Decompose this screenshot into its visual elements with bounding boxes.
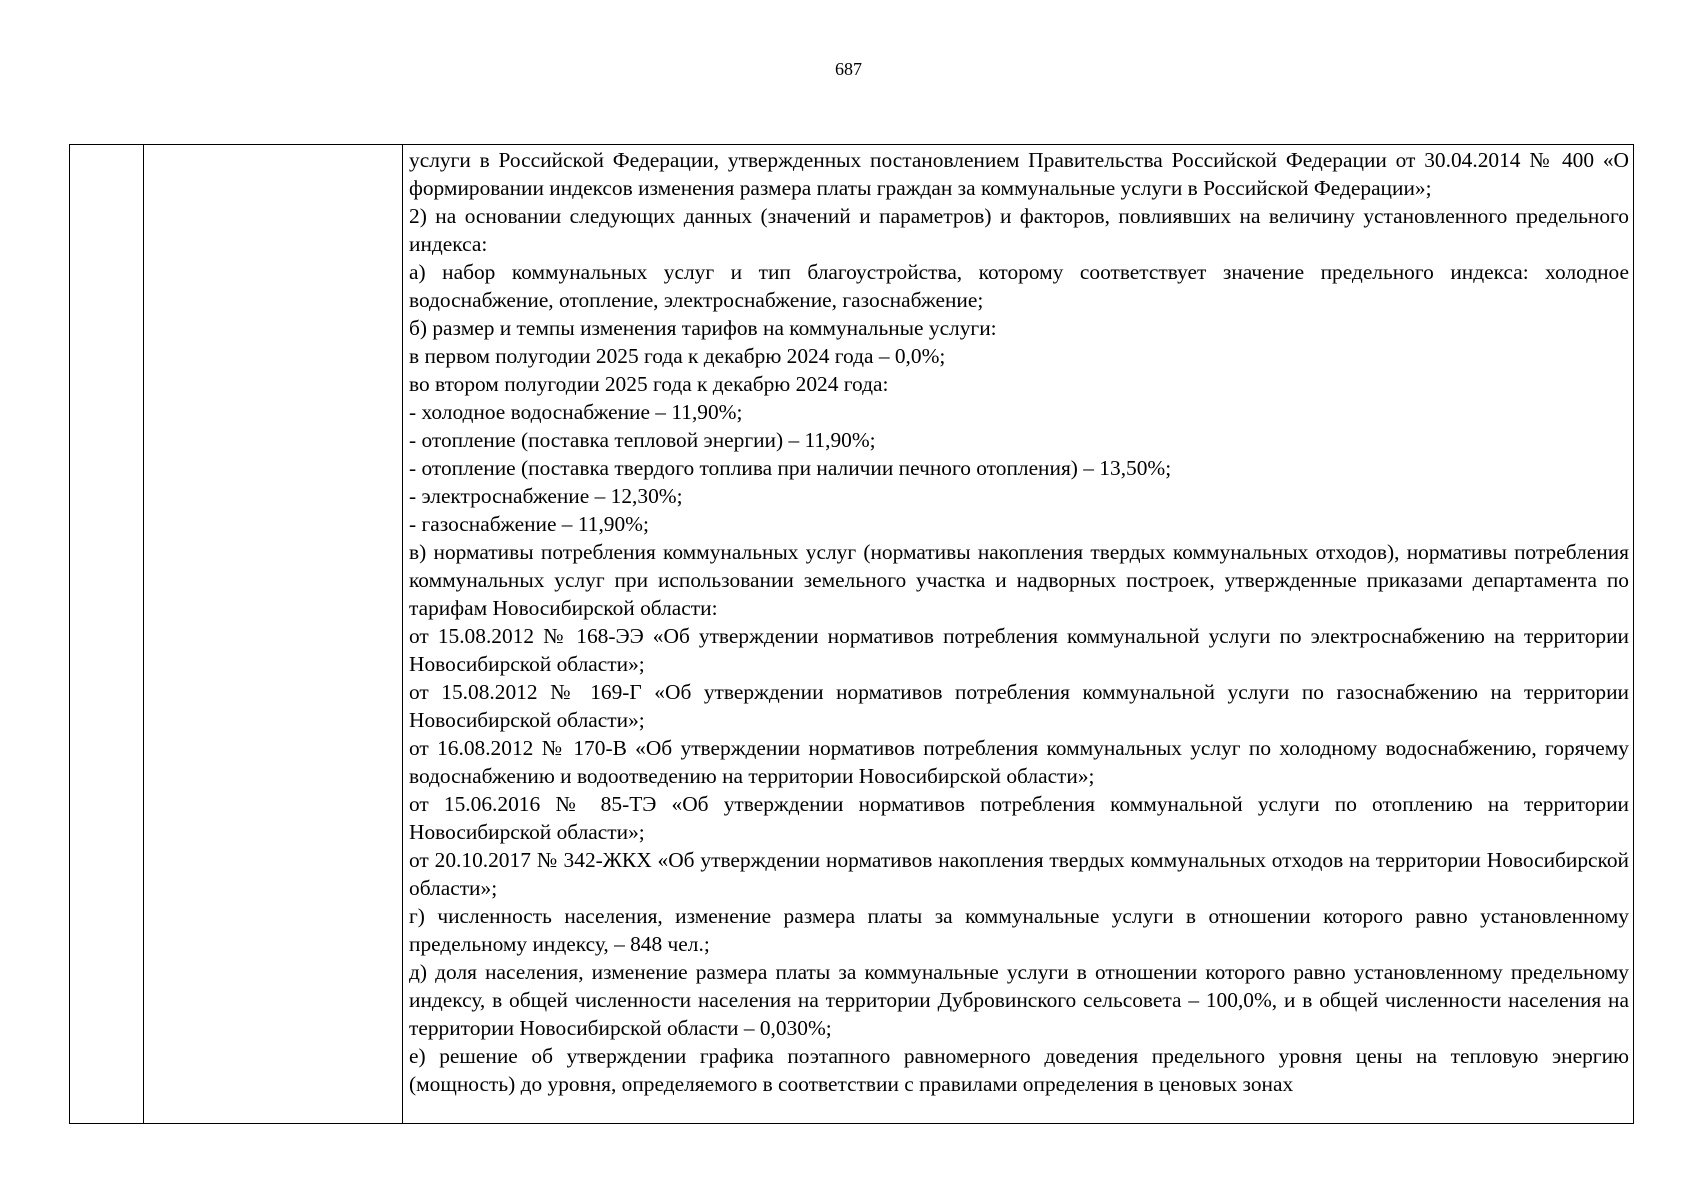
- paragraph: г) численность населения, изменение размера платы за коммунальные услуги в отношении которого равно установленному предельному индексу, – 848 чел.;: [409, 904, 1629, 956]
- paragraph: от 16.08.2012 № 170-В «Об утверждении нормативов потребления коммунальных услуг по холодному водоснабжению, горячему водоснабжению и водоотведению на территории Новосибирской области»;: [409, 736, 1629, 788]
- paragraph: б) размер и темпы изменения тарифов на коммунальные услуги:: [409, 316, 997, 340]
- paragraph: от 15.06.2016 № 85-ТЭ «Об утверждении нормативов потребления коммунальной услуги по отоплению на территории Новосибирской области»;: [409, 792, 1629, 844]
- list-item: - холодное водоснабжение – 11,90%;: [409, 400, 743, 424]
- paragraph: д) доля населения, изменение размера платы за коммунальные услуги в отношении которого равно установленному предельному индексу, в общей численности населения на территории Дубровинского сельсовета – 100,0%, и в общей численности населения на территории Новосибирской области – 0,030%;: [409, 960, 1629, 1040]
- list-item: - отопление (поставка тепловой энергии) – 11,90%;: [409, 428, 876, 452]
- paragraph: в первом полугодии 2025 года к декабрю 2024 года – 0,0%;: [409, 344, 946, 368]
- paragraph: в) нормативы потребления коммунальных услуг (нормативы накопления твердых коммунальных отходов), нормативы потребления коммунальных услуг при использовании земельного участка и надворных построек, утвержденные приказами департамента по тарифам Новосибирской области:: [409, 540, 1629, 620]
- table-cell-name: [144, 145, 403, 1123]
- list-item: - отопление (поставка твердого топлива при наличии печного отопления) – 13,50%;: [409, 456, 1172, 480]
- paragraph: а) набор коммунальных услуг и тип благоустройства, которому соответствует значение предельного индекса: холодное водоснабжение, отопление, электроснабжение, газоснабжение;: [409, 260, 1629, 312]
- document-table: [69, 144, 1634, 1124]
- page-number: 687: [835, 59, 862, 79]
- paragraph: е) решение об утверждении графика поэтапного равномерного доведения предельного уровня цены на тепловую энергию (мощность) до уровня, определяемого в соответствии с правилами определения в ценовых зонах: [409, 1044, 1629, 1096]
- table-cell-number: [70, 145, 144, 1123]
- paragraph: от 20.10.2017 № 342-ЖКХ «Об утверждении нормативов накопления твердых коммунальных отходов на территории Новосибирской области»;: [409, 848, 1629, 900]
- paragraph: услуги в Российской Федерации, утвержденных постановлением Правительства Российской Федерации от 30.04.2014 № 400 «О формировании индексов изменения размера платы граждан за коммунальные услуги в Российской Федерации»;: [409, 148, 1629, 200]
- paragraph: 2) на основании следующих данных (значений и параметров) и факторов, повлиявших на величину установленного предельного индекса:: [409, 204, 1629, 256]
- list-item: - электроснабжение – 12,30%;: [409, 484, 683, 508]
- list-item: - газоснабжение – 11,90%;: [409, 512, 649, 536]
- paragraph: от 15.08.2012 № 168-ЭЭ «Об утверждении нормативов потребления коммунальной услуги по электроснабжению на территории Новосибирской области»;: [409, 624, 1629, 676]
- paragraph: от 15.08.2012 № 169-Г «Об утверждении нормативов потребления коммунальной услуги по газоснабжению на территории Новосибирской области»;: [409, 680, 1629, 732]
- table-cell-content: [403, 145, 1633, 1123]
- paragraph: во втором полугодии 2025 года к декабрю 2024 года:: [409, 372, 889, 396]
